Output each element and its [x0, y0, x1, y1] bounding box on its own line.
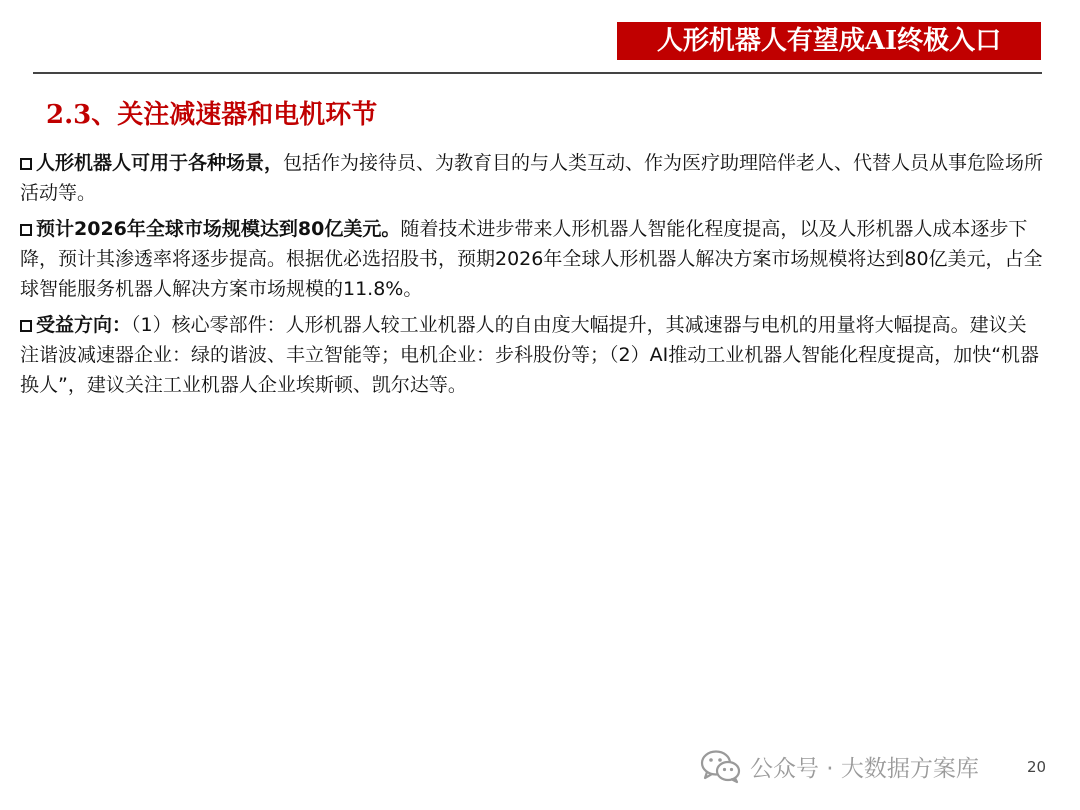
paragraph-lead: 预计2026年全球市场规模达到80亿美元。	[36, 218, 401, 240]
header-banner	[617, 22, 1041, 60]
paragraph-body: 包括作为接待员、为教育目的与人类互动、作为医疗助理陪伴老人、代替人员从事危险场所活动等。	[20, 152, 1044, 204]
paragraph-body: （1）核心零部件：人形机器人较工业机器人的自由度大幅提升，其减速器与电机的用量将大幅提高。建议关注谐波减速器企业：绿的谐波、丰立智能等；电机企业：步科股份等；（2）AI推动工业机器人智能化程度提高，加快“机器换人”，建议关注工业机器人企业埃斯顿、凯尔达等。	[20, 314, 1040, 396]
paragraph-scenarios	[20, 148, 1045, 208]
watermark-text: 公众号 · 大数据方案库	[750, 755, 979, 782]
watermark	[700, 748, 979, 784]
paragraph-market-size	[20, 214, 1045, 304]
header-title: 人形机器人有望成AI终极入口	[656, 26, 1002, 56]
wechat-icon	[700, 748, 742, 784]
checkbox-bullet-icon	[20, 158, 32, 170]
page-number: 20	[1027, 758, 1047, 776]
paragraph-lead: 受益方向：	[36, 314, 132, 336]
checkbox-bullet-icon	[20, 224, 32, 236]
header-divider	[33, 72, 1042, 74]
paragraph-beneficiaries	[20, 310, 1045, 400]
checkbox-bullet-icon	[20, 320, 32, 332]
body-content	[20, 148, 1045, 406]
paragraph-lead: 人形机器人可用于各种场景，	[36, 152, 284, 174]
section-title: 2.3、关注减速器和电机环节	[46, 100, 378, 130]
paragraph-body: 随着技术进步带来人形机器人智能化程度提高，以及人形机器人成本逐步下降，预计其渗透率将逐步提高。根据优必选招股书，预期2026年全球人形机器人解决方案市场规模将达到80亿美元，占全球智能服务机器人解决方案市场规模的11.8%。	[20, 218, 1043, 300]
